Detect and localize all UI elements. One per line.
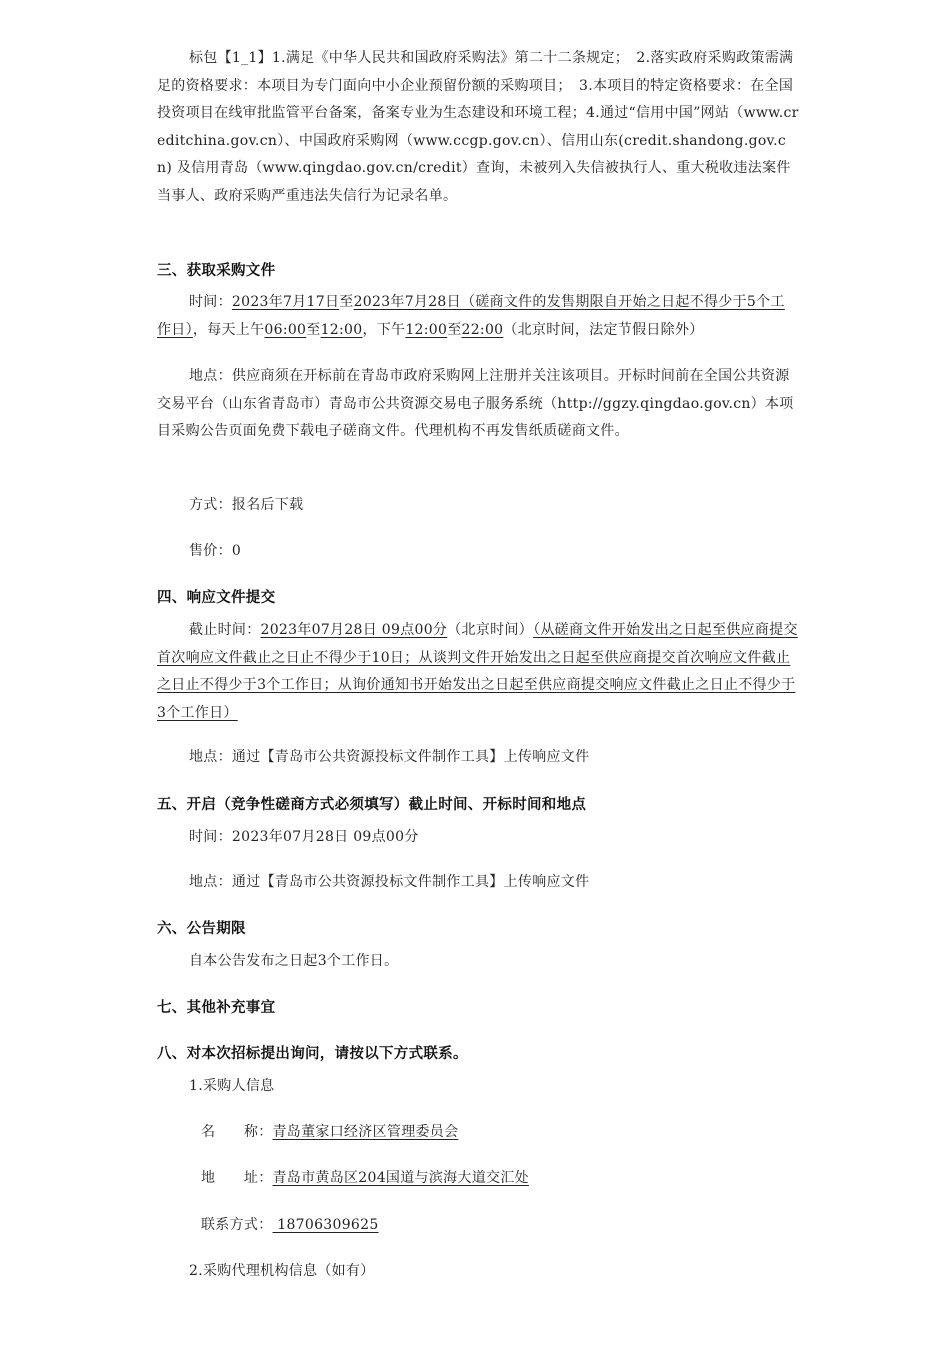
acquisition-method: 方式：报名后下载 <box>189 497 304 513</box>
am-start: 06:00 <box>264 321 307 338</box>
opening-time: 时间：2023年07月28日 09点00分 <box>189 829 419 845</box>
agency-title: 2.采购代理机构信息（如有） <box>189 1263 375 1279</box>
address-label: 地 址： <box>201 1170 273 1186</box>
section-7-heading: 七、其他补充事宜 <box>157 1000 276 1016</box>
beijing-time: （北京时间） <box>447 622 534 638</box>
submission-deadline <box>157 617 799 727</box>
to-text: 至 <box>447 321 462 338</box>
document-price: 售价：0 <box>189 543 242 559</box>
section-8-heading: 八、对本次招标提出询问，请按以下方式联系。 <box>157 1046 468 1062</box>
acquisition-place: 地点：供应商须在开标前在青岛市政府采购网上注册并关注该项目。开标时间前在全国公共资源交易平台（山东省青岛市）青岛市公共资源交易电子服务系统（http://ggzy.qingdao.gov.cn）本项目采购公告页面免费下载电子磋商文件。代理机构不再发售纸质磋商文件。 <box>157 368 794 439</box>
section-4-heading: 四、响应文件提交 <box>157 590 276 606</box>
time-label: 时间： <box>189 294 232 310</box>
purchaser-phone: 18706309625 <box>272 1217 379 1233</box>
section-3-heading: 三、获取采购文件 <box>157 263 276 279</box>
section-5-heading: 五、开启（竞争性磋商方式必须填写）截止时间、开标时间和地点 <box>157 797 587 813</box>
end-date: 2023年7月28日 <box>353 294 461 310</box>
purchaser-address: 青岛市黄岛区204国道与滨海大道交汇处 <box>272 1170 529 1186</box>
time-tail: （北京时间，法定节假日除外） <box>503 321 704 338</box>
deadline-value: 2023年07月28日 09点00分 <box>260 622 448 638</box>
afternoon-prefix: ，下午 <box>362 321 406 338</box>
morning-prefix: ，每天上午 <box>192 321 265 338</box>
section-6-heading: 六、公告期限 <box>157 921 246 937</box>
submission-place: 地点：通过【青岛市公共资源投标文件制作工具】上传响应文件 <box>189 749 590 765</box>
to-text: 至 <box>339 294 354 310</box>
am-end: 12:00 <box>320 321 363 338</box>
to-text: 至 <box>306 321 321 338</box>
name-label: 名 称： <box>201 1124 273 1140</box>
purchaser-name-row <box>201 1119 761 1147</box>
purchaser-name: 青岛董家口经济区管理委员会 <box>272 1124 459 1140</box>
purchaser-address-row <box>201 1165 761 1193</box>
opening-place: 地点：通过【青岛市公共资源投标文件制作工具】上传响应文件 <box>189 874 590 890</box>
purchaser-contact-row <box>201 1212 761 1240</box>
deadline-label: 截止时间： <box>189 622 261 638</box>
period-note: （磋商文件的发售期限自开始之日起不得少于5个工作日） <box>157 294 785 338</box>
qualification-paragraph: 标包【1_1】1.满足《中华人民共和国政府采购法》第二十二条规定； 2.落实政府采购政策需满足的资格要求：本项目为专门面向中小企业预留份额的采购项目； 3.本项目的特定资格要求：在全国投资项目在线审批监管平台备案，备案专业为生态建设和环境工程；4.通过“信用中国”网站（www.creditchina.gov.cn）、中国政府采购网（www.ccgp.gov.cn）、信用山东(credit.shandong.gov.cn) 及信用青岛（www.qingdao.gov.cn/credit）查询，未被列入失信被执行人、重大税收违法案件当事人、政府采购严重违法失信行为记录名单。 <box>157 50 799 204</box>
pm-end: 22:00 <box>461 321 504 338</box>
acquisition-time <box>157 289 799 344</box>
deadline-note: （从磋商文件开始发出之日起至供应商提交首次响应文件截止之日止不得少于10日；从谈判文件开始发出之日起至供应商提交首次响应文件截止之日止不得少于3个工作日；从询价通知书开始发出之日起至供应商提交响应文件截止之日止不得少于3个工作日） <box>157 622 798 721</box>
contact-label: 联系方式： <box>201 1217 273 1233</box>
pm-start: 12:00 <box>405 321 448 338</box>
purchaser-title: 1.采购人信息 <box>189 1078 275 1094</box>
start-date: 2023年7月17日 <box>231 294 340 310</box>
notice-period: 自本公告发布之日起3个工作日。 <box>189 953 399 969</box>
